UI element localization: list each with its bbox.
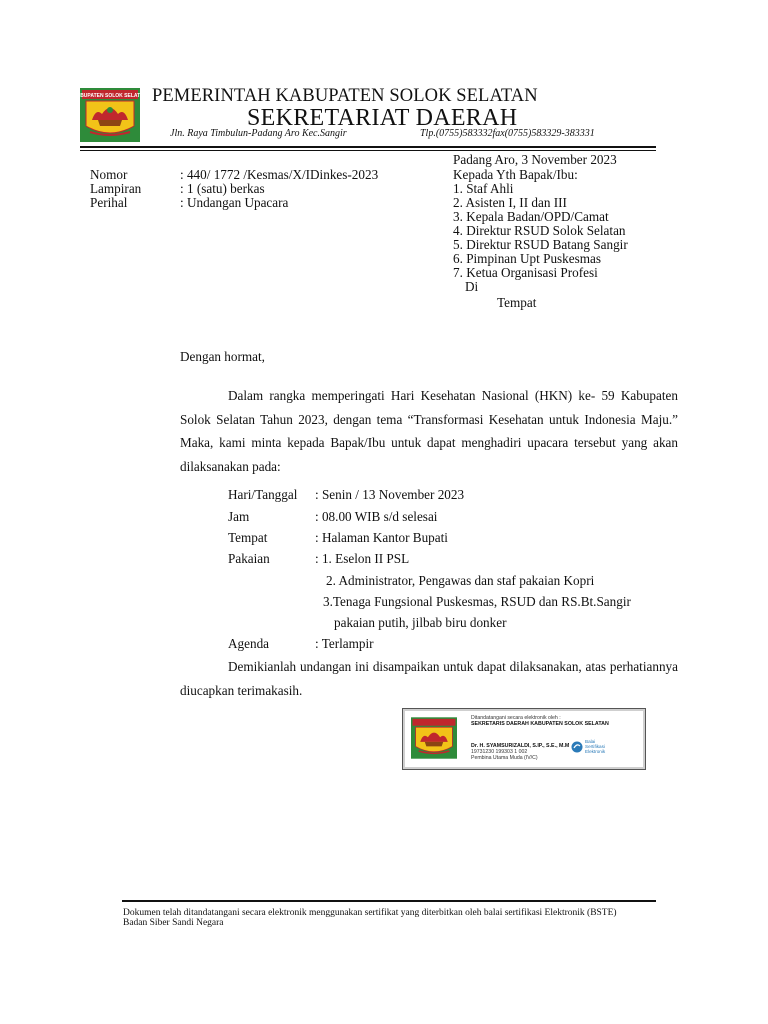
signatory-nip: 19731230 199303 1 002 [471,749,528,755]
footer-note-1: Dokumen telah ditandatangani secara elektronik menggunakan sertifikat yang diterbitkan oleh balai sertifikasi Elektronik (BSTE) [123,908,617,918]
jam-label: Jam [228,509,250,524]
pakaian-item-3: 3.Tenaga Fungsional Puskesmas, RSUD dan RS.Bt.Sangir [323,594,631,609]
recipients-heading: Kepada Yth Bapak/Ibu: [453,167,578,182]
pakaian-item-3-cont: pakaian putih, jilbab biru donker [334,615,507,630]
header-rule [80,146,656,148]
letterhead-phone: Tlp.(0755)583332fax(0755)583329-383331 [420,128,595,139]
signature-line-1: Ditandatangani secara elektronik oleh : [471,715,561,721]
bsre-logo-icon [571,741,583,753]
letterhead-subtitle: SEKRETARIAT DAERAH [247,105,518,131]
logo-banner-text: KABUPATEN SOLOK SELATAN [72,93,148,99]
perihal-label: Perihal [90,195,128,210]
nomor-value: : 440/ 1772 /Kesmas/X/IDinkes-2023 [180,167,379,182]
closing-paragraph: Demikianlah undangan ini disampaikan untuk dapat dilaksanakan, atas perhatiannya diucapkan terimakasih. [180,659,678,698]
salutation: Dengan hormat, [180,349,265,364]
recipient-item: 6. Pimpinan Upt Puskesmas [453,251,601,266]
body-paragraph: Dalam rangka memperingati Hari Kesehatan Nasional (HKN) ke- 59 Kabupaten Solok Selatan Tahun 2023, dengan tema “Transformasi Kesehatan untuk Indonesia Maju.” Maka, kami minta kepada Bapak/Ibu untuk dapat menghadiri upacara tersebut yang akan dilaksanakan pada: [180,388,678,474]
pakaian-item-1: : 1. Eselon II PSL [315,551,410,566]
recipient-tempat: Tempat [497,295,537,310]
jam-value: : 08.00 WIB s/d selesai [315,509,438,524]
recipient-item: 2. Asisten I, II dan III [453,195,567,210]
tempat-label: Tempat [228,530,268,545]
nomor-label: Nomor [90,167,128,182]
pakaian-label: Pakaian [228,551,270,566]
agenda-value: : Terlampir [315,636,374,651]
hari-label: Hari/Tanggal [228,487,298,502]
lampiran-label: Lampiran [90,181,142,196]
letter-date: Padang Aro, 3 November 2023 [453,152,617,167]
recipient-item: 3. Kepala Badan/OPD/Camat [453,209,609,224]
recipient-di: Di [465,279,479,294]
agenda-label: Agenda [228,636,270,651]
hari-value: : Senin / 13 November 2023 [315,487,465,502]
signatory-rank: Pembina Utama Muda (IV/C) [471,755,538,761]
footer-rule [122,900,656,902]
letterhead-title: PEMERINTAH KABUPATEN SOLOK SELATAN [152,86,538,106]
pakaian-item-2: 2. Administrator, Pengawas dan staf pakaian Kopri [326,573,595,588]
lampiran-value: : 1 (satu) berkas [180,181,265,196]
recipient-item: 5. Direktur RSUD Batang Sangir [453,237,628,252]
recipient-item: 7. Ketua Organisasi Profesi [453,265,598,280]
bsre-label: Balai Sertifikasi Elektronik [585,739,606,754]
signatory-name: Dr. H. SYAMSURIZALDI, S.IP., S.E., M.M [471,743,570,749]
e-signature-box [402,708,646,770]
recipient-item: 1. Staf Ahli [453,181,514,196]
signature-office: SEKRETARIS DAERAH KABUPATEN SOLOK SELATAN [471,721,609,727]
regency-logo-small [411,715,457,761]
tempat-value: : Halaman Kantor Bupati [315,530,448,545]
regency-logo [72,88,148,142]
footer-note-2: Badan Siber Sandi Negara [123,918,224,928]
recipient-item: 4. Direktur RSUD Solok Selatan [453,223,626,238]
perihal-value: : Undangan Upacara [180,195,289,210]
header-rule-thin [80,150,656,151]
letterhead-address: Jln. Raya Timbulun-Padang Aro Kec.Sangir [170,128,347,139]
